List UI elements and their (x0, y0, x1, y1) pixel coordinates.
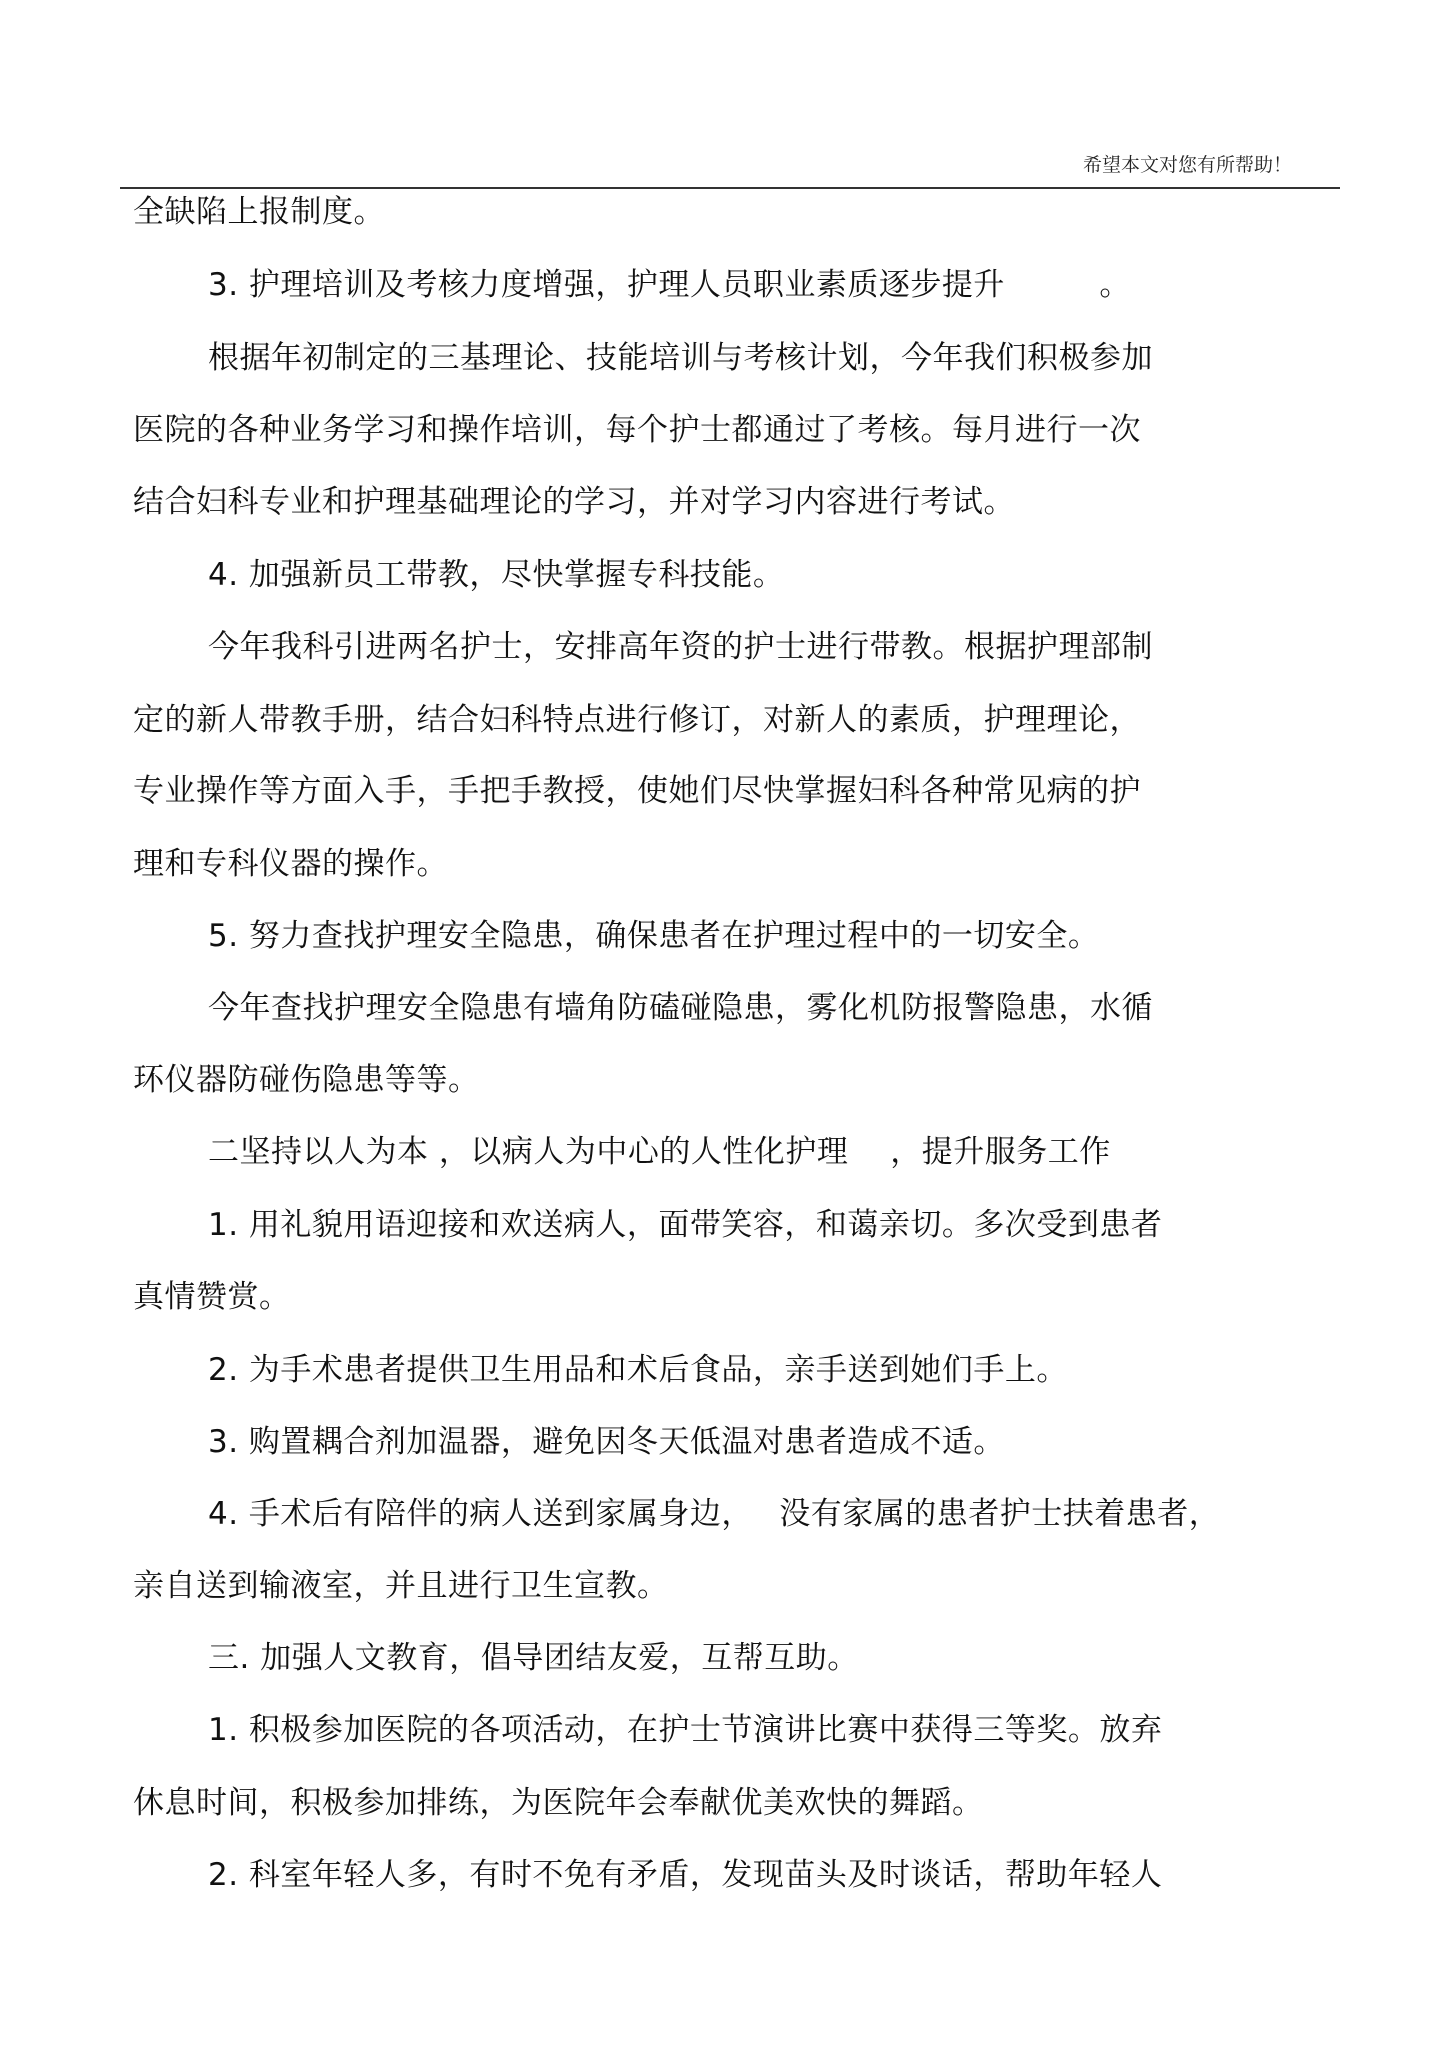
body-line: 3. 护理培训及考核力度增强，护理人员职业素质逐步提升 。 (208, 267, 1131, 303)
body-line: 2. 为手术患者提供卫生用品和术后食品，亲手送到她们手上。 (208, 1352, 1068, 1388)
body-line: 2. 科室年轻人多，有时不免有矛盾，发现苗头及时谈话，帮助年轻人 (208, 1857, 1163, 1893)
body-line: 5. 努力查找护理安全隐患，确保患者在护理过程中的一切安全。 (208, 918, 1100, 954)
body-line: 休息时间，积极参加排练，为医院年会奉献优美欢快的舞蹈。 (133, 1785, 984, 1821)
body-line: 今年查找护理安全隐患有墙角防磕碰隐患，雾化机防报警隐患，水循 (208, 990, 1153, 1026)
header-rule (120, 187, 1340, 189)
body-line: 4. 手术后有陪伴的病人送到家属身边， 没有家属的患者护士扶着患者， (208, 1496, 1221, 1532)
body-line: 三. 加强人文教育，倡导团结友爱，互帮互助。 (208, 1640, 859, 1676)
body-line: 今年我科引进两名护士，安排高年资的护士进行带教。根据护理部制 (208, 629, 1153, 665)
body-line: 定的新人带教手册，结合妇科特点进行修订，对新人的素质，护理理论， (133, 702, 1141, 738)
body-line: 专业操作等方面入手，手把手教授，使她们尽快掌握妇科各种常见病的护 (133, 773, 1141, 809)
body-line: 全缺陷上报制度。 (133, 194, 385, 230)
body-line: 亲自送到输液室，并且进行卫生宣教。 (133, 1568, 669, 1604)
body-line: 医院的各种业务学习和操作培训，每个护士都通过了考核。每月进行一次 (133, 412, 1141, 448)
body-line: 3. 购置耦合剂加温器，避免因冬天低温对患者造成不适。 (208, 1424, 1005, 1460)
body-line: 1. 积极参加医院的各项活动，在护士节演讲比赛中获得三等奖。放弃 (208, 1712, 1163, 1748)
body-line: 4. 加强新员工带教，尽快掌握专科技能。 (208, 557, 785, 593)
body-line: 二坚持以人为本 ，以病人为中心的人性化护理 ，提升服务工作 (208, 1134, 1111, 1170)
header-note: 希望本文对您有所帮助！ (1082, 154, 1292, 176)
body-line: 根据年初制定的三基理论、技能培训与考核计划，今年我们积极参加 (208, 340, 1153, 376)
body-line: 结合妇科专业和护理基础理论的学习，并对学习内容进行考试。 (133, 484, 1015, 520)
body-line: 理和专科仪器的操作。 (133, 846, 448, 882)
body-line: 真情赞赏。 (133, 1279, 291, 1315)
body-line: 1. 用礼貌用语迎接和欢送病人，面带笑容，和蔼亲切。多次受到患者 (208, 1207, 1163, 1243)
body-line: 环仪器防碰伤隐患等等。 (133, 1062, 480, 1098)
